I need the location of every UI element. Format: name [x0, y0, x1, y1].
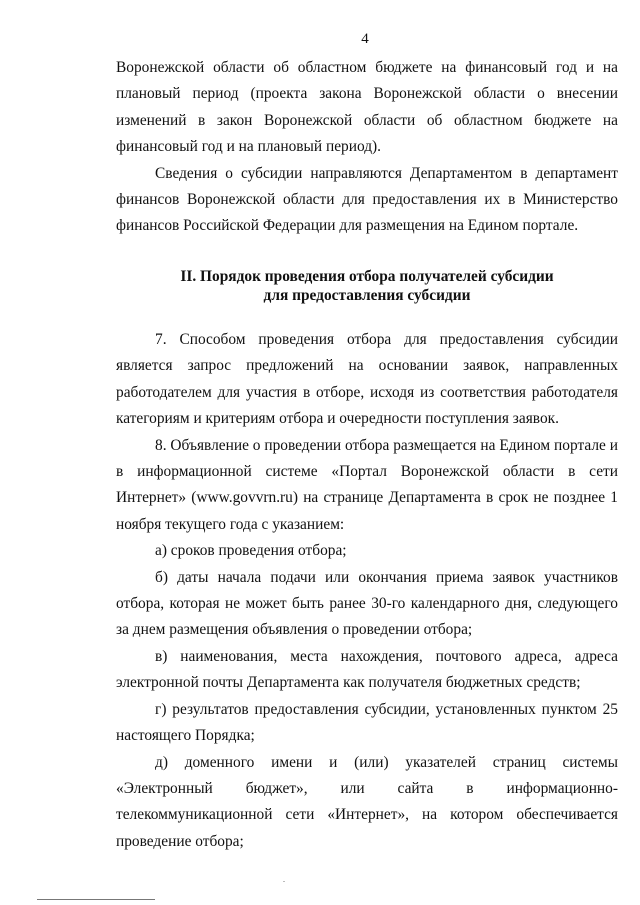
paragraph-item-8: 8. Объявление о проведении отбора размещается на Едином портале и в информационной системе «Портал Воронежской области в сети Интернет» (www.govvrn.ru) на странице Департамента в срок не позднее 1 ноября текущего года с указанием:	[116, 436, 618, 533]
list-item-v: в) наименования, места нахождения, почтового адреса, адреса электронной почты Департамента как получателя бюджетных средств;	[116, 647, 618, 692]
footer-rule	[37, 899, 155, 900]
list-item-d: д) доменного имени и (или) указателей страниц системы «Электронный бюджет», или сайта в информационно-телекоммуникационной сети «Интернет», на котором обеспечивается проведение отбора;	[116, 753, 618, 850]
section-heading-line-2: для предоставления субсидии	[263, 287, 471, 304]
section-heading-block	[116, 267, 618, 305]
paragraph-intro-continuation: Воронежской области об областном бюджете на финансовый год и на плановый период (проекта закона Воронежской области о внесении изменений в закон Воронежской области об областном бюджете на финансовый год и на плановый период).	[116, 59, 618, 156]
section-body	[116, 327, 618, 855]
section-heading-line-1: II. Порядок проведения отбора получателей субсидии	[180, 268, 554, 285]
list-item-b: б) даты начала подачи или окончания приема заявок участников отбора, которая не может быть ранее 30-го календарного дня, следующего за днем размещения объявления о проведении отбора;	[116, 568, 618, 639]
list-item-g: г) результатов предоставления субсидии, установленных пунктом 25 настоящего Порядка;	[116, 700, 618, 745]
page-number: 4	[361, 31, 369, 47]
intro-block	[116, 55, 618, 240]
scan-artifact-dot	[283, 881, 285, 882]
paragraph-subsidy-info: Сведения о субсидии направляются Департаментом в департамент финансов Воронежской области для предоставления их в Министерство финансов Российской Федерации для размещения на Едином портале.	[116, 164, 618, 235]
section-heading	[116, 267, 618, 305]
list-item-a: а) сроков проведения отбора;	[155, 542, 347, 560]
paragraph-item-7: 7. Способом проведения отбора для предоставления субсидии является запрос предложений на основании заявок, направленных работодателем для участия в отборе, исходя из соответствия работодателя категориям и критериям отбора и очередности поступления заявок.	[116, 331, 618, 428]
